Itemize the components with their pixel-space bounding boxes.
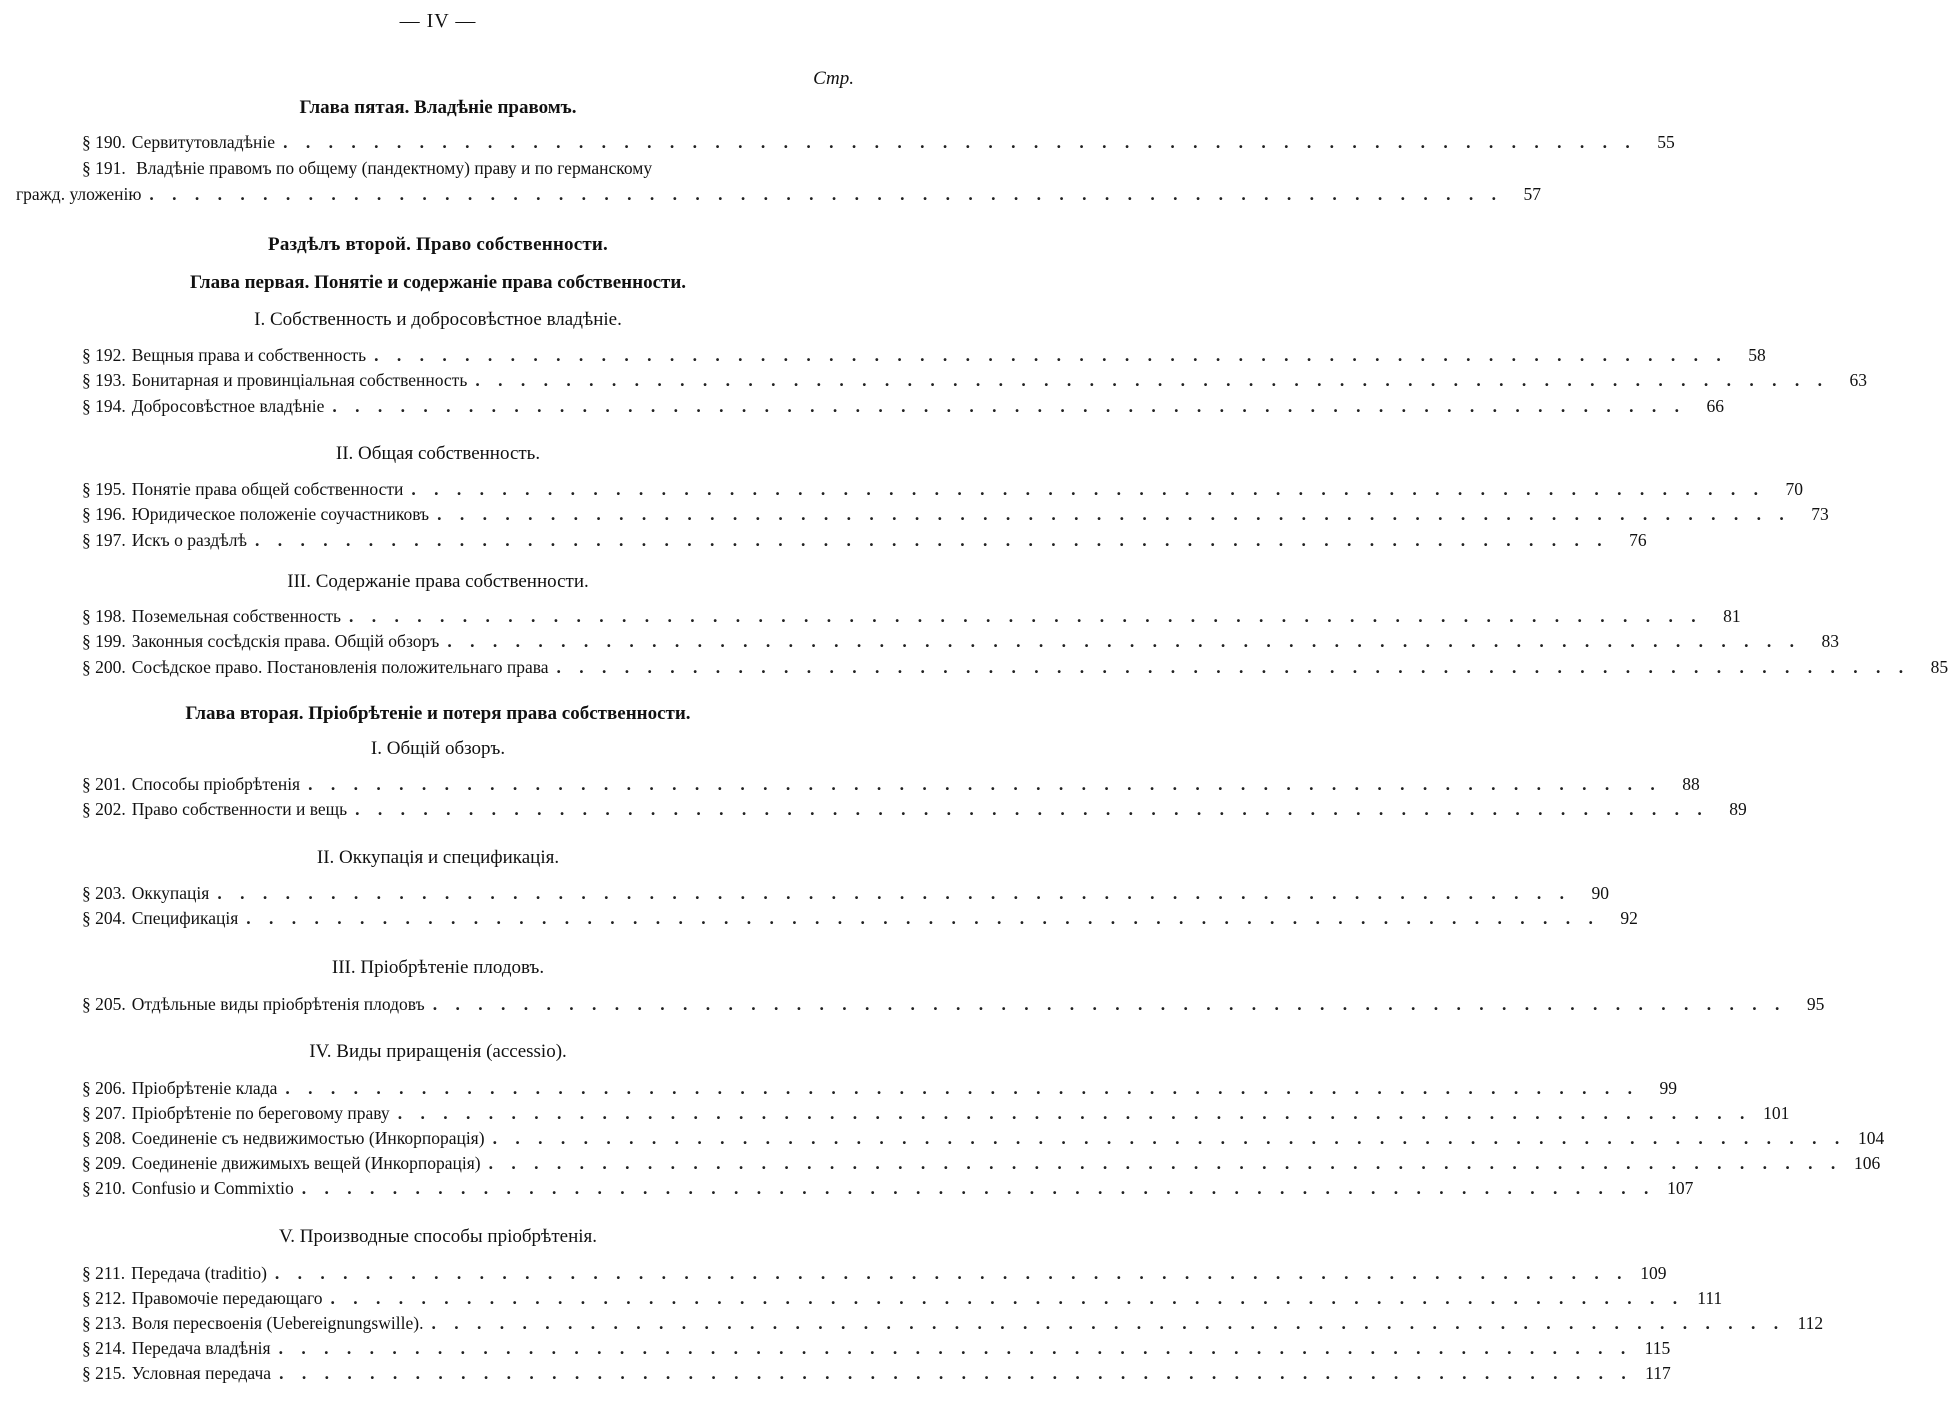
page-ref: 83 xyxy=(1821,631,1839,651)
entry-title: Право собственности и вещь xyxy=(131,799,348,819)
page-ref: 95 xyxy=(1806,994,1825,1014)
subsection-heading: V. Производные способы пріобрѣтенія. xyxy=(278,1226,598,1247)
page-ref: 76 xyxy=(1629,530,1647,550)
section-number: § 210. xyxy=(82,1178,126,1198)
dot-leader: . . . . . . . . . . . . . . . . . . . . . . . . . . . . . . . . . . . . . . . . . . . . . . . . . . . . . . . . . . . . xyxy=(149,184,1504,204)
dot-leader: . . . . . . . . . . . . . . . . . . . . . . . . . . . . . . . . . . . . . . . . . . . . . . . . . . . . . . . . . . . . xyxy=(411,479,1765,499)
toc-entry[interactable] xyxy=(82,1288,1723,1312)
dot-leader: . . . . . . . . . . . . . . . . . . . . . . . . . . . . . . . . . . . . . . . . . . . . . . . . . . . . . . . . . . . . xyxy=(330,1288,1685,1308)
dot-leader: . . . . . . . . . . . . . . . . . . . . . . . . . . . . . . . . . . . . . . . . . . . . . . . . . . . . . . . . . . . . xyxy=(274,1263,1629,1283)
page-ref: 57 xyxy=(1523,184,1542,204)
page-number: — IV — xyxy=(399,10,477,32)
dot-leader: . . . . . . . . . . . . . . . . . . . . . . . . . . . . . . . . . . . . . . . . . . . . . . . . . . . . . . . . . . . . xyxy=(447,631,1801,651)
section-number: § 195. xyxy=(82,479,126,499)
subsection-heading: III. Пріобрѣтеніе плодовъ. xyxy=(331,957,545,978)
page-ref: 73 xyxy=(1811,504,1829,524)
toc-entry[interactable] xyxy=(82,1078,1677,1102)
entry-title: Законныя сосѣдскія права. Общій обзоръ xyxy=(131,631,440,651)
toc-entry[interactable] xyxy=(82,530,1647,554)
dot-leader: . . . . . . . . . . . . . . . . . . . . . . . . . . . . . . . . . . . . . . . . . . . . . . . . . . . . . . . . . . . . xyxy=(301,1178,1656,1198)
toc-entry[interactable] xyxy=(82,504,1829,528)
dot-leader: . . . . . . . . . . . . . . . . . . . . . . . . . . . . . . . . . . . . . . . . . . . . . . . . . . . . . . . . . . . . xyxy=(254,530,1609,550)
toc-entry[interactable] xyxy=(82,396,1725,420)
dot-leader: . . . . . . . . . . . . . . . . . . . . . . . . . . . . . . . . . . . . . . . . . . . . . . . . . . . . . . . . . . . . xyxy=(355,799,1709,819)
toc-entry[interactable] xyxy=(82,994,1825,1018)
entry-title: Confusio и Commixtio xyxy=(131,1178,294,1198)
section-number: § 192. xyxy=(82,345,126,365)
dot-leader: . . . . . . . . . . . . . . . . . . . . . . . . . . . . . . . . . . . . . . . . . . . . . . . . . . . . . . . . . . . . xyxy=(556,657,1911,677)
entry-title: Добросовѣстное владѣніе xyxy=(131,396,325,416)
subsection-heading: IV. Виды приращенія (accessio). xyxy=(309,1041,567,1062)
dot-leader: . . . . . . . . . . . . . . . . . . . . . . . . . . . . . . . . . . . . . . . . . . . . . . . . . . . . . . . . . . . . xyxy=(431,1313,1786,1333)
toc-entry[interactable] xyxy=(82,345,1766,369)
subsection-heading: I. Общій обзоръ. xyxy=(370,738,506,759)
section-number: § 205. xyxy=(82,994,126,1014)
page-ref: 92 xyxy=(1620,908,1638,928)
toc-entry-continuation[interactable] xyxy=(16,184,1542,208)
toc-entry[interactable] xyxy=(82,479,1803,503)
page-ref: 85 xyxy=(1930,657,1948,677)
page-ref: 81 xyxy=(1723,606,1741,626)
page-ref: 115 xyxy=(1644,1338,1671,1358)
dot-leader: . . . . . . . . . . . . . . . . . . . . . . . . . . . . . . . . . . . . . . . . . . . . . . . . . . . . . . . . . . . . xyxy=(308,774,1662,794)
page-ref: 63 xyxy=(1849,370,1867,390)
toc-entry[interactable] xyxy=(82,799,1747,823)
entry-title: Соединеніе движимыхъ вещей (Инкорпорація) xyxy=(131,1153,481,1173)
page-ref: 117 xyxy=(1645,1363,1671,1383)
dot-leader: . . . . . . . . . . . . . . . . . . . . . . . . . . . . . . . . . . . . . . . . . . . . . . . . . . . . . . . . . . . . xyxy=(349,606,1703,626)
dot-leader: . . . . . . . . . . . . . . . . . . . . . . . . . . . . . . . . . . . . . . . . . . . . . . . . . . . . . . . . . . . . xyxy=(492,1128,1847,1148)
toc-entry[interactable] xyxy=(82,1153,1881,1177)
toc-entry[interactable] xyxy=(82,1178,1694,1202)
toc-entry[interactable] xyxy=(82,370,1867,394)
subsection-heading: II. Оккупація и спецификація. xyxy=(316,847,560,868)
entry-title: Условная передача xyxy=(131,1363,272,1383)
dot-leader: . . . . . . . . . . . . . . . . . . . . . . . . . . . . . . . . . . . . . . . . . . . . . . . . . . . . . . . . . . . . xyxy=(279,1363,1633,1383)
subsection-heading: I. Собственность и добросовѣстное владѣніе. xyxy=(254,309,622,330)
page-ref: 66 xyxy=(1706,396,1725,416)
page-ref: 112 xyxy=(1797,1313,1824,1333)
section-number: § 198. xyxy=(82,606,126,626)
toc-entry[interactable] xyxy=(82,774,1700,798)
section-heading: Раздѣлъ второй. Право собственности. xyxy=(268,234,608,255)
entry-title: Сервитутовладѣніе xyxy=(131,132,276,152)
page-column-header: Стр. xyxy=(813,68,854,89)
toc-entry[interactable] xyxy=(82,631,1839,655)
section-number: § 194. xyxy=(82,396,126,416)
page-ref: 101 xyxy=(1763,1103,1790,1123)
section-number: § 208. xyxy=(82,1128,126,1148)
section-number: § 206. xyxy=(82,1078,126,1098)
entry-title-continued: гражд. уложенію xyxy=(16,184,142,204)
toc-entry[interactable] xyxy=(82,1313,1824,1337)
subsection-heading: II. Общая собственность. xyxy=(335,443,541,464)
dot-leader: . . . . . . . . . . . . . . . . . . . . . . . . . . . . . . . . . . . . . . . . . . . . . . . . . . . . . . . . . . . . xyxy=(432,994,1787,1014)
entry-title: Воля пересвоенія (Uebereignungswille). xyxy=(131,1313,424,1333)
page-ref: 107 xyxy=(1667,1178,1694,1198)
dot-leader: . . . . . . . . . . . . . . . . . . . . . . . . . . . . . . . . . . . . . . . . . . . . . . . . . . . . . . . . . . . . xyxy=(397,1103,1752,1123)
dot-leader: . . . . . . . . . . . . . . . . . . . . . . . . . . . . . . . . . . . . . . . . . . . . . . . . . . . . . . . . . . . . xyxy=(332,396,1687,416)
page-ref: 109 xyxy=(1640,1263,1667,1283)
dot-leader: . . . . . . . . . . . . . . . . . . . . . . . . . . . . . . . . . . . . . . . . . . . . . . . . . . . . . . . . . . . . xyxy=(285,1078,1639,1098)
section-number: § 212. xyxy=(82,1288,126,1308)
toc-entry[interactable] xyxy=(82,132,1675,156)
section-number: § 199. xyxy=(82,631,126,651)
page-ref: 88 xyxy=(1682,774,1700,794)
page-ref: 106 xyxy=(1854,1153,1881,1173)
section-number: § 213. xyxy=(82,1313,126,1333)
entry-title: Юридическое положеніе соучастниковъ xyxy=(131,504,430,524)
entry-title: Оккупація xyxy=(131,883,210,903)
section-number: § 211. xyxy=(82,1263,126,1283)
page-ref: 111 xyxy=(1697,1288,1723,1308)
page-ref: 55 xyxy=(1657,132,1675,152)
toc-entry[interactable] xyxy=(82,1263,1667,1287)
toc-entry[interactable] xyxy=(82,1338,1671,1362)
dot-leader: . . . . . . . . . . . . . . . . . . . . . . . . . . . . . . . . . . . . . . . . . . . . . . . . . . . . . . . . . . . . xyxy=(488,1153,1843,1173)
section-number: § 204. xyxy=(82,908,126,928)
entry-title: Правомочіе передающаго xyxy=(131,1288,323,1308)
entry-title: Способы пріобрѣтенія xyxy=(131,774,301,794)
dot-leader: . . . . . . . . . . . . . . . . . . . . . . . . . . . . . . . . . . . . . . . . . . . . . . . . . . . . . . . . . . . . xyxy=(246,908,1600,928)
toc-entry[interactable] xyxy=(82,657,1948,681)
dot-leader: . . . . . . . . . . . . . . . . . . . . . . . . . . . . . . . . . . . . . . . . . . . . . . . . . . . . . . . . . . . . xyxy=(217,883,1571,903)
entry-title: Отдѣльные виды пріобрѣтенія плодовъ xyxy=(131,994,425,1014)
page-ref: 70 xyxy=(1785,479,1803,499)
page-ref: 90 xyxy=(1591,883,1609,903)
page-ref: 99 xyxy=(1659,1078,1677,1098)
section-number: § 214. xyxy=(82,1338,126,1358)
toc-entry-multiline[interactable] xyxy=(82,158,862,179)
entry-title: Передача (traditio) xyxy=(131,1263,267,1283)
entry-title: Спецификація xyxy=(131,908,239,928)
entry-title: Соединеніе съ недвижимостью (Инкорпорація) xyxy=(131,1128,485,1148)
entry-title: Вещныя права и собственность xyxy=(131,345,367,365)
section-number: § 193. xyxy=(82,370,126,390)
section-number: § 197. xyxy=(82,530,126,550)
entry-title: Бонитарная и провинціальная собственность xyxy=(131,370,468,390)
dot-leader: . . . . . . . . . . . . . . . . . . . . . . . . . . . . . . . . . . . . . . . . . . . . . . . . . . . . . . . . . . . . xyxy=(278,1338,1633,1358)
entry-title: Искъ о раздѣлѣ xyxy=(131,530,247,550)
section-number: § 215. xyxy=(82,1363,126,1383)
page-ref: 89 xyxy=(1729,799,1747,819)
page-ref: 58 xyxy=(1748,345,1766,365)
section-number: § 200. xyxy=(82,657,126,677)
chapter-heading: Глава вторая. Пріобрѣтеніе и потеря права собственности. xyxy=(185,703,691,724)
section-number: § 209. xyxy=(82,1153,126,1173)
entry-title: Пріобрѣтеніе по береговому праву xyxy=(131,1103,390,1123)
section-number: § 196. xyxy=(82,504,126,524)
entry-title: Пріобрѣтеніе клада xyxy=(131,1078,278,1098)
section-number: § 207. xyxy=(82,1103,126,1123)
section-number: § 203. xyxy=(82,883,126,903)
chapter-heading: Глава пятая. Владѣніе правомъ. xyxy=(299,97,577,118)
page-ref: 104 xyxy=(1857,1128,1885,1148)
entry-title: Владѣніе правомъ по общему (пандектному) праву и по германскому xyxy=(136,158,653,178)
toc-entry[interactable] xyxy=(82,1363,1671,1387)
subsection-heading: III. Содержаніе права собственности. xyxy=(287,571,589,592)
entry-title: Сосѣдское право. Постановленія положительнаго права xyxy=(131,657,549,677)
dot-leader: . . . . . . . . . . . . . . . . . . . . . . . . . . . . . . . . . . . . . . . . . . . . . . . . . . . . . . . . . . . . xyxy=(437,504,1791,524)
dot-leader: . . . . . . . . . . . . . . . . . . . . . . . . . . . . . . . . . . . . . . . . . . . . . . . . . . . . . . . . . . . . xyxy=(374,345,1728,365)
entry-title: Поземельная собственность xyxy=(131,606,342,626)
toc-entry[interactable] xyxy=(82,606,1741,630)
entry-title: Понятіе права общей собственности xyxy=(131,479,404,499)
chapter-heading: Глава первая. Понятіе и содержаніе права собственности. xyxy=(189,272,687,293)
dot-leader: . . . . . . . . . . . . . . . . . . . . . . . . . . . . . . . . . . . . . . . . . . . . . . . . . . . . . . . . . . . . xyxy=(283,132,1637,152)
entry-title: Передача владѣнія xyxy=(131,1338,271,1358)
section-number: § 191. xyxy=(82,158,126,178)
section-number: § 190. xyxy=(82,132,126,152)
toc-entry[interactable] xyxy=(82,908,1638,932)
toc-entry[interactable] xyxy=(82,1128,1885,1152)
toc-entry[interactable] xyxy=(82,1103,1790,1127)
dot-leader: . . . . . . . . . . . . . . . . . . . . . . . . . . . . . . . . . . . . . . . . . . . . . . . . . . . . . . . . . . . . xyxy=(475,370,1829,390)
section-number: § 201. xyxy=(82,774,126,794)
toc-entry[interactable] xyxy=(82,883,1609,907)
section-number: § 202. xyxy=(82,799,126,819)
